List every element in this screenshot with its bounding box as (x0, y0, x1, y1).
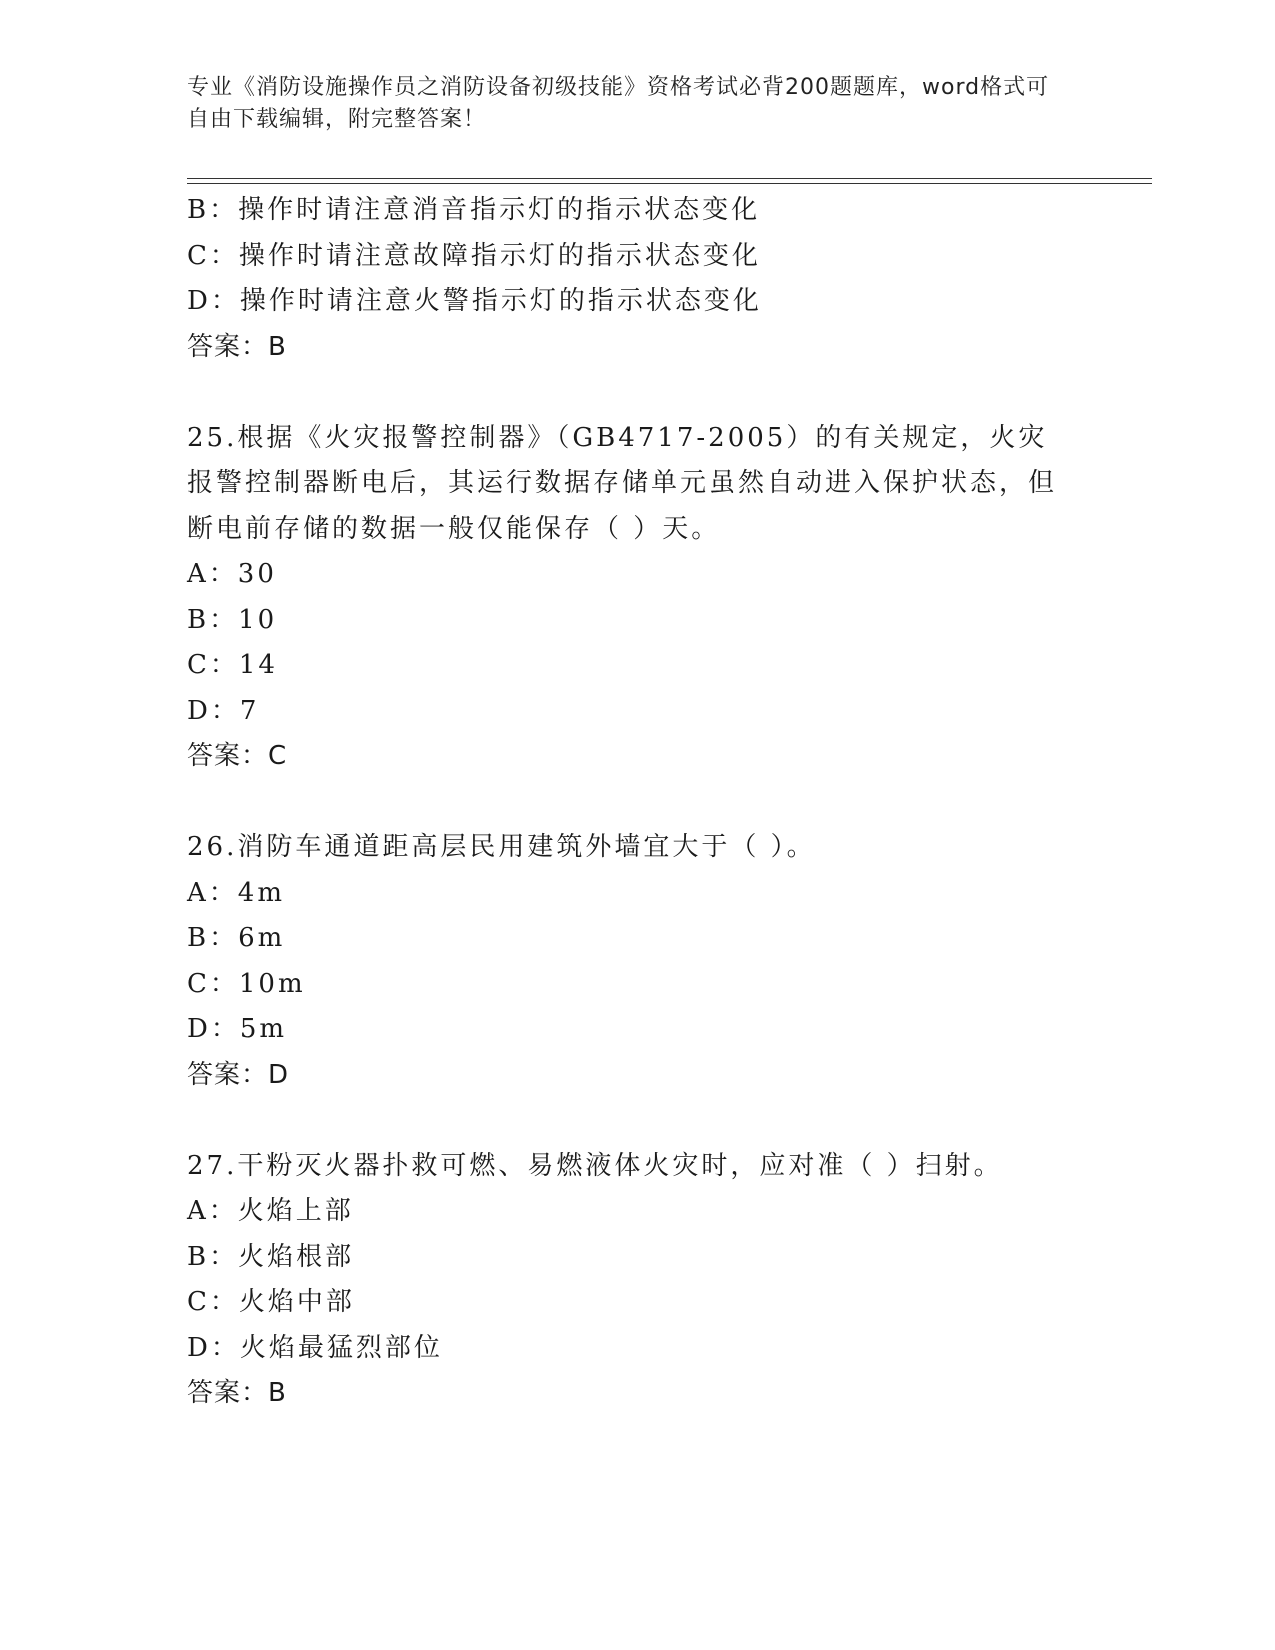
answer: 答案：B (187, 331, 287, 362)
option-c: C：火焰中部 (187, 1287, 355, 1317)
answer: 答案：B (187, 1378, 287, 1408)
header-rule-top (187, 178, 1152, 179)
option-d: D：火焰最猛烈部位 (187, 1332, 443, 1363)
question-stem: 25.根据《火灾报警控制器》（GB4717-2005）的有关规定，火灾报警控制器断电后，其运行数据存储单元虽然自动进入保护状态，但断电前存储的数据一般仅能保存（ ）天。 (187, 422, 1058, 544)
option-b: B：10 (187, 604, 278, 635)
option-a: A：30 (187, 559, 277, 589)
option-a: A：4m (187, 877, 285, 908)
option-b: B：6m (187, 923, 286, 953)
option-b: B：操作时请注意消音指示灯的指示状态变化 (187, 195, 761, 225)
question-24 (187, 188, 1087, 370)
option-c: C：10m (187, 968, 306, 999)
answer: 答案：C (187, 741, 288, 771)
question-stem: 27.干粉灭火器扑救可燃、易燃液体火灾时，应对准（ ）扫射。 (187, 1150, 1003, 1181)
option-d: D：5m (187, 1014, 288, 1044)
question-25 (187, 416, 1087, 780)
option-d: D：操作时请注意火警指示灯的指示状态变化 (187, 286, 762, 316)
answer: 答案：D (187, 1059, 290, 1090)
question-list (187, 188, 1087, 1462)
question-27 (187, 1144, 1087, 1417)
option-b: B：火焰根部 (187, 1241, 355, 1272)
option-c: C：操作时请注意故障指示灯的指示状态变化 (187, 240, 761, 271)
question-26 (187, 825, 1087, 1098)
question-stem: 26.消防车通道距高层民用建筑外墙宜大于（ ）。 (187, 832, 816, 862)
header-rule-bottom (187, 183, 1152, 184)
option-a: A：火焰上部 (187, 1196, 354, 1226)
document-header: 专业《消防设施操作员之消防设备初级技能》资格考试必背200题题库，word格式可自由下载编辑，附完整答案！ (187, 75, 1050, 132)
option-c: C：14 (187, 650, 278, 680)
option-d: D：7 (187, 695, 260, 726)
